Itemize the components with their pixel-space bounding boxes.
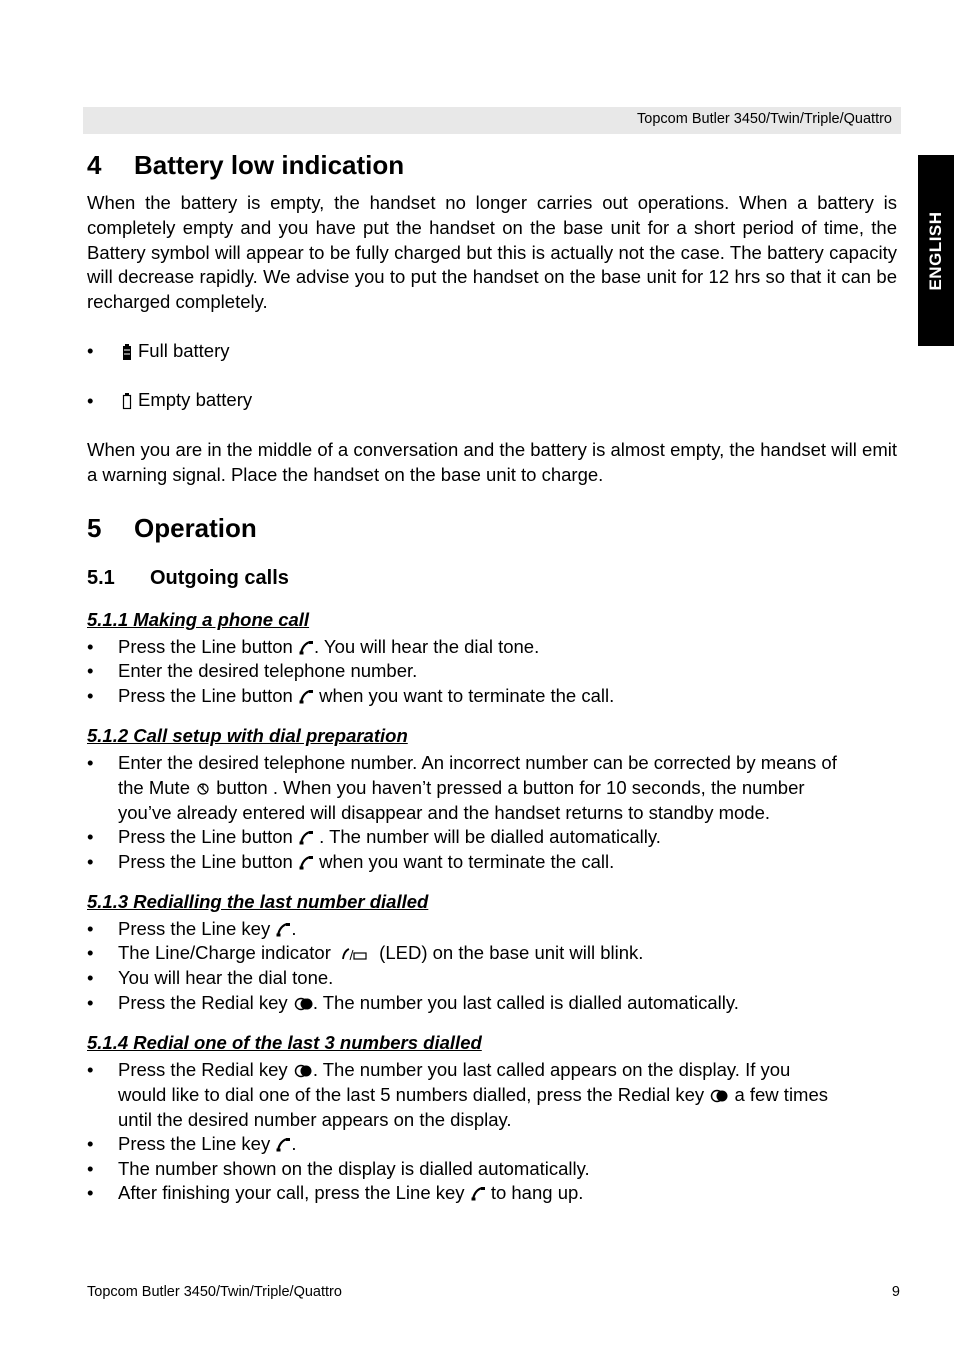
language-tab-label: ENGLISH (926, 210, 945, 291)
section-5-1-title: Outgoing calls (150, 567, 289, 589)
list-item: You will hear the dial tone. (118, 967, 334, 988)
redial-key-icon (709, 1088, 729, 1104)
page-header (83, 107, 901, 134)
list-item: Press the Line button when you want to terminate the call. (118, 851, 615, 872)
list-item: Press the Redial key . The number you last called appears on the display. If you would like to dial one of the last 5 numbers dialled, press the Redial key a few times until the desired number appears on the display. (118, 1059, 829, 1130)
empty-battery-icon (120, 392, 134, 410)
line-charge-indicator-icon (340, 946, 370, 962)
bullet: • (87, 685, 94, 706)
bullet: • (87, 752, 94, 773)
bullet: • (87, 992, 94, 1013)
bullet: • (87, 1182, 94, 1203)
line-button-icon (298, 640, 314, 656)
bullet: • (87, 1133, 94, 1154)
empty-battery-label: Empty battery (138, 389, 253, 410)
section-5-number: 5 (87, 513, 102, 543)
bullet: • (87, 826, 94, 847)
line-button-icon (298, 689, 314, 705)
list-item: After finishing your call, press the Line key to hang up. (118, 1182, 584, 1203)
bullet: • (87, 967, 94, 988)
empty-battery-item (120, 387, 252, 412)
line-key-icon (470, 1186, 486, 1202)
list-item: The Line/Charge indicator (LED) on the base unit will blink. (118, 942, 644, 963)
list-item: Press the Line button when you want to terminate the call. (118, 685, 615, 706)
bullet: • (87, 340, 94, 361)
header-title: Topcom Butler 3450/Twin/Triple/Quattro (637, 111, 892, 127)
language-tab (918, 155, 954, 346)
list-item: Press the Line key . (118, 1133, 297, 1154)
section-4-warning: When you are in the middle of a conversation and the battery is almost empty, the handset will emit a warning signal. Place the handset on the base unit to charge. (87, 439, 897, 485)
full-battery-label: Full battery (138, 340, 230, 361)
list-item: Enter the desired telephone number. An incorrect number can be corrected by means of the Mute button . When you haven’t pressed a button for 10 seconds, the number you’ve already entered will disappear and the handset returns to standby mode. (118, 752, 837, 823)
section-4-number: 4 (87, 150, 102, 180)
footer-title: Topcom Butler 3450/Twin/Triple/Quattro (87, 1284, 342, 1300)
line-key-icon (275, 1137, 291, 1153)
bullet: • (87, 1158, 94, 1179)
bullet: • (87, 1059, 94, 1080)
line-button-icon (298, 830, 314, 846)
page-number: 9 (891, 1284, 900, 1300)
bullet: • (87, 851, 94, 872)
bullet: • (87, 918, 94, 939)
redial-key-icon (293, 1063, 313, 1079)
bullet: • (87, 942, 94, 963)
section-5-1-2-title: 5.1.2 Call setup with dial preparation (87, 725, 408, 746)
section-5-1-4-title: 5.1.4 Redial one of the last 3 numbers dialled (87, 1032, 482, 1053)
bullet: • (87, 636, 94, 657)
bullet: • (87, 390, 94, 411)
full-battery-item (120, 338, 230, 363)
section-5-1-1-title: 5.1.1 Making a phone call (87, 609, 310, 630)
section-5-1-3-title: 5.1.3 Redialling the last number dialled (87, 891, 429, 912)
list-item: Press the Line button . The number will be dialled automatically. (118, 826, 661, 847)
list-item: The number shown on the display is dialled automatically. (118, 1158, 590, 1179)
list-item: Press the Redial key . The number you last called is dialled automatically. (118, 992, 739, 1013)
full-battery-icon (120, 343, 134, 361)
redial-key-icon (293, 996, 313, 1012)
list-item: Enter the desired telephone number. (118, 660, 418, 681)
list-item: Press the Line button . You will hear the dial tone. (118, 636, 540, 657)
section-5-1-number: 5.1 (87, 567, 115, 589)
section-4-title: Battery low indication (134, 150, 405, 180)
list-item: Press the Line key . (118, 918, 297, 939)
section-4-intro: When the battery is empty, the handset no longer carries out operations. When a battery is completely empty and you have put the handset on the base unit for a short period of time, the Battery symbol will appear to be fully charged but this is actually not the case. The battery capacity will decrease rapidly. We advise you to put the handset on the base unit for 12 hrs so that it can be recharged completely. (87, 192, 897, 313)
line-key-icon (275, 922, 291, 938)
bullet: • (87, 660, 94, 681)
section-5-title: Operation (134, 513, 257, 543)
line-button-icon (298, 855, 314, 871)
mute-button-icon (195, 781, 211, 797)
